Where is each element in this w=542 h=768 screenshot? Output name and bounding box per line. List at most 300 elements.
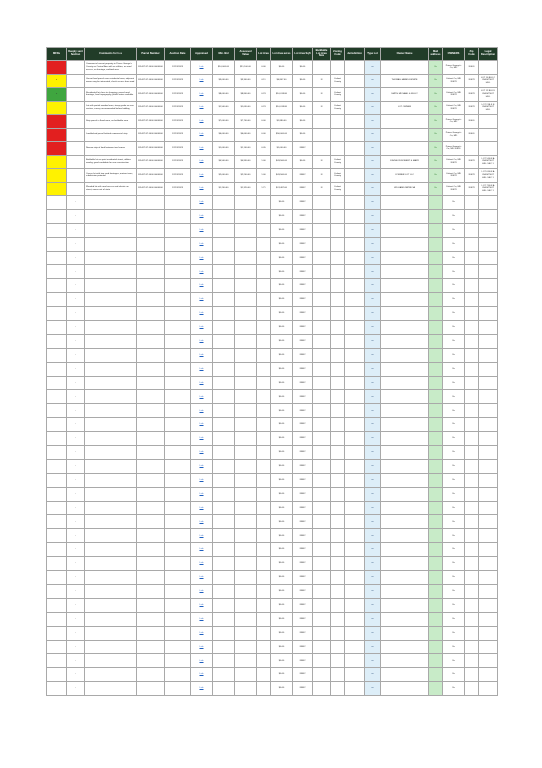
table-cell[interactable]: #REF!	[293, 543, 313, 557]
table-cell[interactable]	[381, 376, 429, 390]
table-cell[interactable]: #REF!	[293, 446, 313, 460]
table-cell[interactable]: LOT OWNER	[381, 101, 429, 115]
table-cell[interactable]: Xx	[443, 404, 465, 418]
table-cell[interactable]	[313, 115, 331, 129]
table-cell[interactable]: Link	[191, 209, 213, 223]
table-cell[interactable]	[165, 446, 191, 460]
table-cell[interactable]: #REF!	[293, 293, 313, 307]
table-cell[interactable]: Xx	[443, 321, 465, 335]
table-cell[interactable]: Link	[191, 473, 213, 487]
table-cell[interactable]: $0.00	[271, 612, 293, 626]
table-cell[interactable]	[381, 128, 429, 142]
table-cell[interactable]	[235, 515, 257, 529]
table-cell[interactable]	[313, 571, 331, 585]
table-cell[interactable]	[257, 640, 271, 654]
table-cell[interactable]	[137, 640, 165, 654]
table-cell[interactable]	[313, 279, 331, 293]
table-cell[interactable]	[479, 404, 498, 418]
table-cell[interactable]	[85, 598, 137, 612]
table-cell[interactable]	[465, 543, 479, 557]
table-cell[interactable]	[165, 293, 191, 307]
table-cell[interactable]: Xx	[443, 501, 465, 515]
table-cell[interactable]	[165, 348, 191, 362]
table-cell[interactable]	[85, 557, 137, 571]
status-cell[interactable]	[47, 584, 67, 598]
status-cell[interactable]	[47, 446, 67, 460]
table-cell[interactable]: Link	[191, 487, 213, 501]
table-cell[interactable]: Residential lot close to shopping, paved road frontage, level topography, public water available	[85, 88, 137, 102]
table-cell[interactable]: Link	[191, 571, 213, 585]
table-cell[interactable]	[465, 362, 479, 376]
table-cell[interactable]	[67, 74, 85, 88]
table-cell[interactable]	[313, 390, 331, 404]
table-cell[interactable]: xx	[365, 88, 381, 102]
table-cell[interactable]: xx	[365, 237, 381, 251]
table-cell[interactable]: xx	[365, 557, 381, 571]
table-cell[interactable]: #REF!	[293, 682, 313, 696]
table-cell[interactable]	[313, 265, 331, 279]
table-cell[interactable]: 1.00	[257, 169, 271, 183]
table-cell[interactable]	[235, 682, 257, 696]
table-cell[interactable]: xx	[365, 390, 381, 404]
table-cell[interactable]	[165, 209, 191, 223]
table-cell[interactable]: xx	[365, 279, 381, 293]
table-cell[interactable]	[137, 390, 165, 404]
table-cell[interactable]	[381, 196, 429, 210]
table-cell[interactable]	[479, 473, 498, 487]
table-cell[interactable]	[165, 571, 191, 585]
table-cell[interactable]: $0.00	[271, 293, 293, 307]
table-cell[interactable]: #REF!	[293, 418, 313, 432]
table-cell[interactable]	[345, 640, 365, 654]
table-cell[interactable]	[345, 237, 365, 251]
table-cell[interactable]	[465, 459, 479, 473]
status-cell[interactable]	[47, 459, 67, 473]
table-cell[interactable]	[235, 640, 257, 654]
status-cell[interactable]	[47, 293, 67, 307]
table-cell[interactable]	[381, 487, 429, 501]
table-cell[interactable]	[313, 612, 331, 626]
table-cell[interactable]	[85, 584, 137, 598]
table-cell[interactable]: #REF!	[293, 557, 313, 571]
table-cell[interactable]	[85, 487, 137, 501]
table-cell[interactable]: xx	[365, 169, 381, 183]
table-cell[interactable]	[429, 223, 443, 237]
table-cell[interactable]	[257, 334, 271, 348]
table-cell[interactable]	[345, 334, 365, 348]
table-cell[interactable]	[479, 348, 498, 362]
table-cell[interactable]: 20678	[465, 74, 479, 88]
table-cell[interactable]: 0.00	[257, 61, 271, 75]
table-cell[interactable]	[345, 418, 365, 432]
table-cell[interactable]: -	[67, 557, 85, 571]
status-cell[interactable]	[47, 529, 67, 543]
table-cell[interactable]	[465, 557, 479, 571]
table-cell[interactable]	[479, 128, 498, 142]
table-cell[interactable]	[331, 543, 345, 557]
table-cell[interactable]: -	[67, 584, 85, 598]
table-cell[interactable]	[85, 682, 137, 696]
table-cell[interactable]: $0.00	[271, 307, 293, 321]
table-cell[interactable]: 12/13/2023	[165, 101, 191, 115]
column-header[interactable]: Min. Bid	[213, 48, 235, 61]
table-cell[interactable]: -	[67, 543, 85, 557]
status-cell[interactable]	[47, 473, 67, 487]
table-cell[interactable]: 12/13/2023	[165, 115, 191, 129]
table-cell[interactable]: #REF!	[293, 223, 313, 237]
table-cell[interactable]: #REF!	[293, 640, 313, 654]
status-cell[interactable]	[47, 543, 67, 557]
column-header[interactable]: Jurisdiction	[345, 48, 365, 61]
table-cell[interactable]	[479, 307, 498, 321]
table-cell[interactable]	[85, 418, 137, 432]
table-cell[interactable]	[345, 390, 365, 404]
table-cell[interactable]: N	[313, 182, 331, 196]
table-cell[interactable]: xx	[365, 640, 381, 654]
table-cell[interactable]	[235, 626, 257, 640]
table-cell[interactable]: $0.00	[271, 432, 293, 446]
table-cell[interactable]: 0.23	[257, 101, 271, 115]
table-cell[interactable]	[235, 223, 257, 237]
table-cell[interactable]	[213, 362, 235, 376]
table-cell[interactable]: LOT 6 BLK A CHESTNUT HILL SEC 1	[479, 169, 498, 183]
table-cell[interactable]	[213, 543, 235, 557]
table-cell[interactable]	[345, 101, 365, 115]
table-cell[interactable]	[331, 348, 345, 362]
appraisal-link[interactable]: Link	[191, 155, 213, 169]
table-cell[interactable]	[165, 362, 191, 376]
table-cell[interactable]: Prince George's Co, MD	[443, 61, 465, 75]
table-cell[interactable]	[429, 473, 443, 487]
table-cell[interactable]	[479, 668, 498, 682]
table-cell[interactable]: Xx	[443, 640, 465, 654]
table-cell[interactable]: Prince George's Co, MD 20601	[443, 142, 465, 156]
table-cell[interactable]: Link	[191, 459, 213, 473]
column-header[interactable]: Mail address	[429, 48, 443, 61]
table-cell[interactable]: $11,100.00	[235, 61, 257, 75]
table-cell[interactable]	[137, 265, 165, 279]
table-cell[interactable]: $8,800.00	[235, 88, 257, 102]
table-cell[interactable]: RD-RT-37 0000 0000000	[137, 142, 165, 156]
table-cell[interactable]	[331, 237, 345, 251]
table-cell[interactable]: Xx	[443, 557, 465, 571]
table-cell[interactable]: $4,500.00	[213, 155, 235, 169]
table-cell[interactable]	[313, 584, 331, 598]
column-header[interactable]: Assessed Value	[235, 48, 257, 61]
appraisal-link[interactable]: Link	[191, 142, 213, 156]
table-cell[interactable]	[213, 279, 235, 293]
table-cell[interactable]: $43,560.00	[271, 155, 293, 169]
table-cell[interactable]	[465, 196, 479, 210]
table-cell[interactable]: #REF!	[293, 529, 313, 543]
table-cell[interactable]: -	[67, 473, 85, 487]
table-cell[interactable]	[137, 626, 165, 640]
table-cell[interactable]	[381, 362, 429, 376]
table-cell[interactable]	[137, 571, 165, 585]
table-cell[interactable]	[213, 557, 235, 571]
table-cell[interactable]	[165, 196, 191, 210]
table-cell[interactable]: Link	[191, 376, 213, 390]
table-cell[interactable]: xx	[365, 487, 381, 501]
table-cell[interactable]	[345, 293, 365, 307]
status-cell[interactable]	[47, 128, 67, 142]
table-cell[interactable]	[165, 279, 191, 293]
table-cell[interactable]: 20678	[465, 169, 479, 183]
table-cell[interactable]	[137, 307, 165, 321]
table-cell[interactable]	[165, 654, 191, 668]
table-cell[interactable]: #REF!	[293, 321, 313, 335]
table-cell[interactable]	[479, 515, 498, 529]
table-cell[interactable]: Xx	[443, 487, 465, 501]
table-cell[interactable]	[429, 307, 443, 321]
table-cell[interactable]	[331, 598, 345, 612]
status-cell[interactable]	[47, 251, 67, 265]
table-cell[interactable]	[381, 115, 429, 129]
table-cell[interactable]	[213, 334, 235, 348]
table-cell[interactable]	[257, 196, 271, 210]
column-header[interactable]: Type Lot	[365, 48, 381, 61]
table-cell[interactable]: 12/13/2023	[165, 74, 191, 88]
table-cell[interactable]	[213, 459, 235, 473]
table-cell[interactable]: Calvert Co, MD 20678	[443, 88, 465, 102]
table-cell[interactable]: -	[67, 251, 85, 265]
column-header[interactable]: Zip Code	[465, 48, 479, 61]
status-cell[interactable]	[47, 334, 67, 348]
table-cell[interactable]: Link	[191, 196, 213, 210]
table-cell[interactable]: $0.00	[271, 473, 293, 487]
status-cell[interactable]	[47, 668, 67, 682]
table-cell[interactable]: -	[67, 640, 85, 654]
table-cell[interactable]	[235, 321, 257, 335]
table-cell[interactable]: -	[67, 515, 85, 529]
table-cell[interactable]: -	[67, 418, 85, 432]
table-cell[interactable]	[85, 626, 137, 640]
table-cell[interactable]: -	[67, 321, 85, 335]
table-cell[interactable]	[345, 321, 365, 335]
table-cell[interactable]	[381, 598, 429, 612]
table-cell[interactable]: -	[67, 362, 85, 376]
table-cell[interactable]	[165, 418, 191, 432]
table-cell[interactable]	[331, 446, 345, 460]
table-cell[interactable]	[257, 321, 271, 335]
table-cell[interactable]	[137, 334, 165, 348]
table-cell[interactable]: -	[67, 279, 85, 293]
table-cell[interactable]	[429, 418, 443, 432]
table-cell[interactable]: -	[67, 612, 85, 626]
status-cell[interactable]	[47, 626, 67, 640]
table-cell[interactable]	[381, 473, 429, 487]
table-cell[interactable]	[235, 598, 257, 612]
table-cell[interactable]: $3,300.00	[235, 74, 257, 88]
table-cell[interactable]: xx	[365, 209, 381, 223]
table-cell[interactable]	[165, 223, 191, 237]
table-cell[interactable]: Link	[191, 668, 213, 682]
table-cell[interactable]	[465, 529, 479, 543]
table-cell[interactable]: #REF!	[293, 612, 313, 626]
table-cell[interactable]: $0.00	[271, 390, 293, 404]
table-cell[interactable]	[85, 654, 137, 668]
column-header[interactable]: Lot Area	[257, 48, 271, 61]
table-cell[interactable]	[165, 515, 191, 529]
status-cell[interactable]	[47, 557, 67, 571]
table-cell[interactable]: Xx	[443, 584, 465, 598]
table-cell[interactable]: xx	[365, 334, 381, 348]
table-cell[interactable]	[345, 682, 365, 696]
table-cell[interactable]	[85, 223, 137, 237]
table-cell[interactable]	[165, 584, 191, 598]
table-cell[interactable]	[465, 487, 479, 501]
table-cell[interactable]: Xx	[443, 668, 465, 682]
table-cell[interactable]: 20678	[465, 101, 479, 115]
table-cell[interactable]	[381, 307, 429, 321]
table-cell[interactable]: $43,560.00	[271, 169, 293, 183]
table-cell[interactable]	[331, 390, 345, 404]
table-cell[interactable]	[465, 640, 479, 654]
table-cell[interactable]: #REF!	[293, 473, 313, 487]
table-cell[interactable]: Strip parcel in flood zone, no buildable area	[85, 115, 137, 129]
table-cell[interactable]	[235, 459, 257, 473]
table-cell[interactable]	[429, 237, 443, 251]
table-cell[interactable]	[165, 557, 191, 571]
table-cell[interactable]	[479, 265, 498, 279]
table-cell[interactable]: #REF!	[293, 487, 313, 501]
table-cell[interactable]	[313, 321, 331, 335]
table-cell[interactable]: $10,018.80	[271, 88, 293, 102]
table-cell[interactable]	[235, 196, 257, 210]
table-cell[interactable]: xx	[365, 668, 381, 682]
table-cell[interactable]	[257, 265, 271, 279]
table-cell[interactable]	[165, 251, 191, 265]
table-cell[interactable]: xx	[365, 598, 381, 612]
table-cell[interactable]	[381, 612, 429, 626]
table-cell[interactable]	[137, 487, 165, 501]
table-cell[interactable]	[313, 459, 331, 473]
table-cell[interactable]: 20601	[465, 115, 479, 129]
appraisal-link[interactable]: Link	[191, 182, 213, 196]
table-cell[interactable]	[85, 251, 137, 265]
table-cell[interactable]: RD-RT-37 0000 0000000	[137, 128, 165, 142]
table-cell[interactable]	[331, 626, 345, 640]
table-cell[interactable]: $0.00	[271, 654, 293, 668]
table-cell[interactable]: #REF!	[293, 654, 313, 668]
table-cell[interactable]	[479, 557, 498, 571]
table-cell[interactable]	[345, 487, 365, 501]
table-cell[interactable]	[213, 293, 235, 307]
table-cell[interactable]	[465, 571, 479, 585]
table-cell[interactable]: $0.00	[293, 88, 313, 102]
table-cell[interactable]: LOT 2 BLK E CHESTNUT HILL	[479, 101, 498, 115]
table-cell[interactable]: Link	[191, 432, 213, 446]
table-cell[interactable]: Link	[191, 446, 213, 460]
table-cell[interactable]	[313, 654, 331, 668]
table-cell[interactable]: Calvert Co, MD 20678	[443, 155, 465, 169]
table-cell[interactable]: JOHNSON ROBERT & MARY	[381, 155, 429, 169]
table-cell[interactable]	[137, 404, 165, 418]
table-cell[interactable]: $0.00	[271, 251, 293, 265]
status-cell[interactable]	[47, 348, 67, 362]
table-cell[interactable]	[257, 487, 271, 501]
table-cell[interactable]: Calvert County	[331, 88, 345, 102]
table-cell[interactable]	[257, 348, 271, 362]
table-cell[interactable]: #REF!	[293, 251, 313, 265]
table-cell[interactable]	[85, 348, 137, 362]
table-cell[interactable]: xx	[365, 348, 381, 362]
table-cell[interactable]	[137, 543, 165, 557]
table-cell[interactable]	[331, 473, 345, 487]
table-cell[interactable]: 1.00	[257, 155, 271, 169]
table-cell[interactable]	[345, 223, 365, 237]
table-cell[interactable]: #REF!	[293, 459, 313, 473]
table-cell[interactable]	[345, 265, 365, 279]
status-cell[interactable]	[47, 321, 67, 335]
table-cell[interactable]: Xx	[443, 682, 465, 696]
table-cell[interactable]	[67, 155, 85, 169]
table-cell[interactable]	[429, 529, 443, 543]
table-cell[interactable]	[85, 473, 137, 487]
table-cell[interactable]: xx	[365, 101, 381, 115]
table-cell[interactable]	[479, 682, 498, 696]
table-cell[interactable]	[479, 142, 498, 156]
table-cell[interactable]	[313, 223, 331, 237]
table-cell[interactable]	[313, 376, 331, 390]
table-cell[interactable]	[257, 432, 271, 446]
table-cell[interactable]	[465, 612, 479, 626]
table-cell[interactable]: $0.00	[293, 74, 313, 88]
table-cell[interactable]	[331, 223, 345, 237]
table-cell[interactable]	[479, 223, 498, 237]
status-cell[interactable]	[47, 501, 67, 515]
table-cell[interactable]: 0.11	[257, 74, 271, 88]
table-cell[interactable]: N	[313, 169, 331, 183]
table-cell[interactable]	[465, 418, 479, 432]
table-cell[interactable]	[67, 182, 85, 196]
table-cell[interactable]	[235, 501, 257, 515]
table-cell[interactable]	[331, 142, 345, 156]
table-cell[interactable]	[465, 293, 479, 307]
table-cell[interactable]	[85, 571, 137, 585]
table-cell[interactable]	[345, 626, 365, 640]
table-cell[interactable]	[213, 626, 235, 640]
table-cell[interactable]: Calvert Co, MD 20678	[443, 182, 465, 196]
table-cell[interactable]: -	[67, 487, 85, 501]
table-cell[interactable]	[479, 115, 498, 129]
table-cell[interactable]: -	[67, 404, 85, 418]
table-cell[interactable]	[479, 612, 498, 626]
table-cell[interactable]	[465, 279, 479, 293]
table-cell[interactable]: Link	[191, 682, 213, 696]
table-cell[interactable]: Calvert County	[331, 182, 345, 196]
table-cell[interactable]	[381, 626, 429, 640]
table-cell[interactable]	[331, 501, 345, 515]
table-cell[interactable]: Link	[191, 598, 213, 612]
table-cell[interactable]: $2,200.00	[235, 169, 257, 183]
appraisal-link[interactable]: Link	[191, 61, 213, 75]
table-cell[interactable]	[137, 612, 165, 626]
table-cell[interactable]	[85, 543, 137, 557]
table-cell[interactable]	[429, 557, 443, 571]
table-cell[interactable]: $0.00	[271, 223, 293, 237]
table-cell[interactable]	[165, 376, 191, 390]
table-cell[interactable]	[137, 209, 165, 223]
table-cell[interactable]: Xx	[429, 74, 443, 88]
table-cell[interactable]: Xx	[429, 61, 443, 75]
table-cell[interactable]: Xx	[443, 432, 465, 446]
table-cell[interactable]: Vacant land parcel near residential area, adjacent owner may be interested, check access from road	[85, 74, 137, 88]
table-cell[interactable]	[331, 682, 345, 696]
table-cell[interactable]	[479, 334, 498, 348]
table-cell[interactable]: 20678	[465, 88, 479, 102]
table-cell[interactable]	[235, 529, 257, 543]
